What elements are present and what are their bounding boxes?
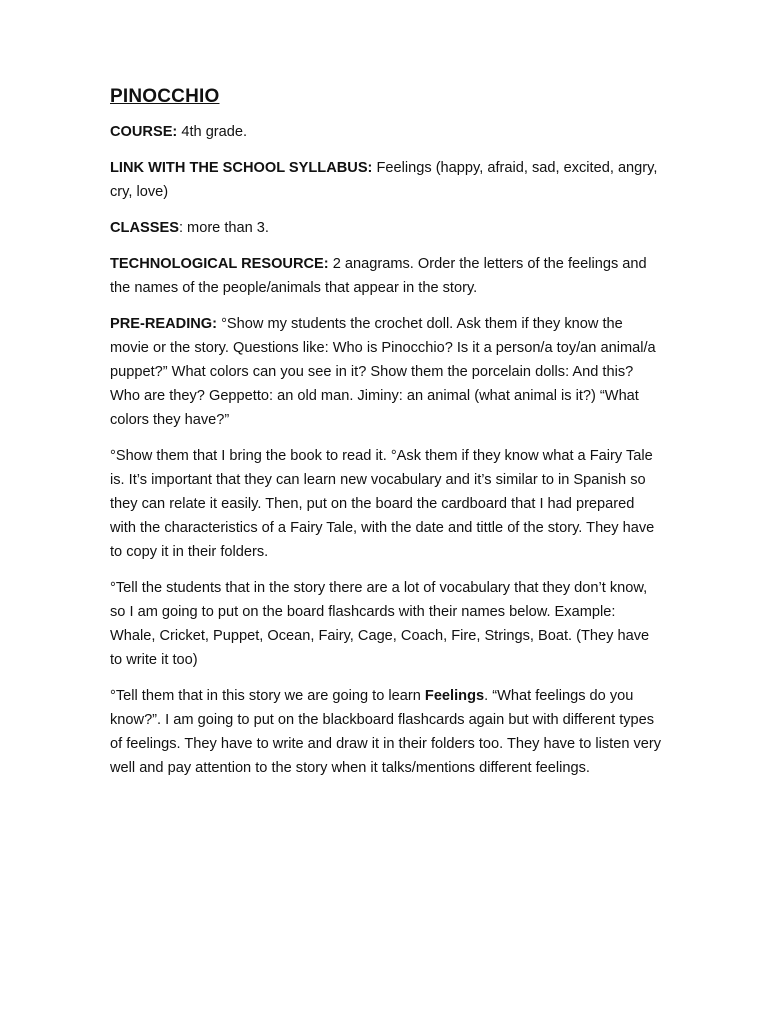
- classes-label: CLASSES: [110, 220, 179, 236]
- document-page: [110, 86, 662, 792]
- tech-resource-text: 2 anagrams. Order the letters of the feelings and the names of the people/animals that appear in the story.: [110, 256, 647, 296]
- document-title: PINOCCHIO: [110, 86, 220, 107]
- course-label: COURSE:: [110, 124, 178, 140]
- syllabus-paragraph: [110, 156, 662, 204]
- tech-resource-label: TECHNOLOGICAL RESOURCE:: [110, 256, 329, 272]
- feelings-paragraph: [110, 684, 662, 780]
- pre-reading-text: °Show my students the crochet doll. Ask them if they know the movie or the story. Questions like: Who is Pinocchio? Is it a person/a toy/an animal/a puppet?” What colors can you see in it? Show them the porcelain dolls: And this? Who are they? Geppetto: an old man. Jiminy: an animal (what animal is it?) “What colors they have?”: [110, 316, 656, 428]
- feelings-text-after: . “What feelings do you know?”. I am going to put on the blackboard flashcards again but with different types of feelings. They have to write and draw it in their folders too. They have to listen very well and pay attention to the story when it talks/mentions different feelings.: [110, 688, 662, 776]
- course-text: 4th grade.: [177, 124, 248, 140]
- classes-text: : more than 3.: [178, 220, 269, 236]
- book-paragraph: °Show them that I bring the book to read it. °Ask them if they know what a Fairy Tale is. It’s important that they can learn new vocabulary and it’s similar to in Spanish so they can relate it easily. Then, put on the board the cardboard that I had prepared with the characteristics of a Fairy Tale, with the date and tittle of the story. They have to copy it in their folders.: [110, 448, 655, 560]
- syllabus-label: LINK WITH THE SCHOOL SYLLABUS:: [110, 160, 373, 176]
- syllabus-text: Feelings (happy, afraid, sad, excited, angry, cry, love): [110, 160, 658, 200]
- course-paragraph: [110, 120, 662, 144]
- tech-resource-paragraph: [110, 252, 662, 300]
- pre-reading-paragraph: [110, 312, 662, 432]
- classes-paragraph: [110, 216, 662, 240]
- feelings-bold-word: Feelings: [424, 688, 485, 704]
- pre-reading-label: PRE-READING:: [110, 316, 218, 332]
- vocabulary-paragraph: °Tell the students that in the story there are a lot of vocabulary that they don’t know, so I am going to put on the board flashcards with their names below. Example: Whale, Cricket, Puppet, Ocean, Fairy, Cage, Coach, Fire, Strings, Boat. (They have to write it too): [110, 580, 650, 668]
- feelings-text-before: °Tell them that in this story we are going to learn: [110, 688, 425, 704]
